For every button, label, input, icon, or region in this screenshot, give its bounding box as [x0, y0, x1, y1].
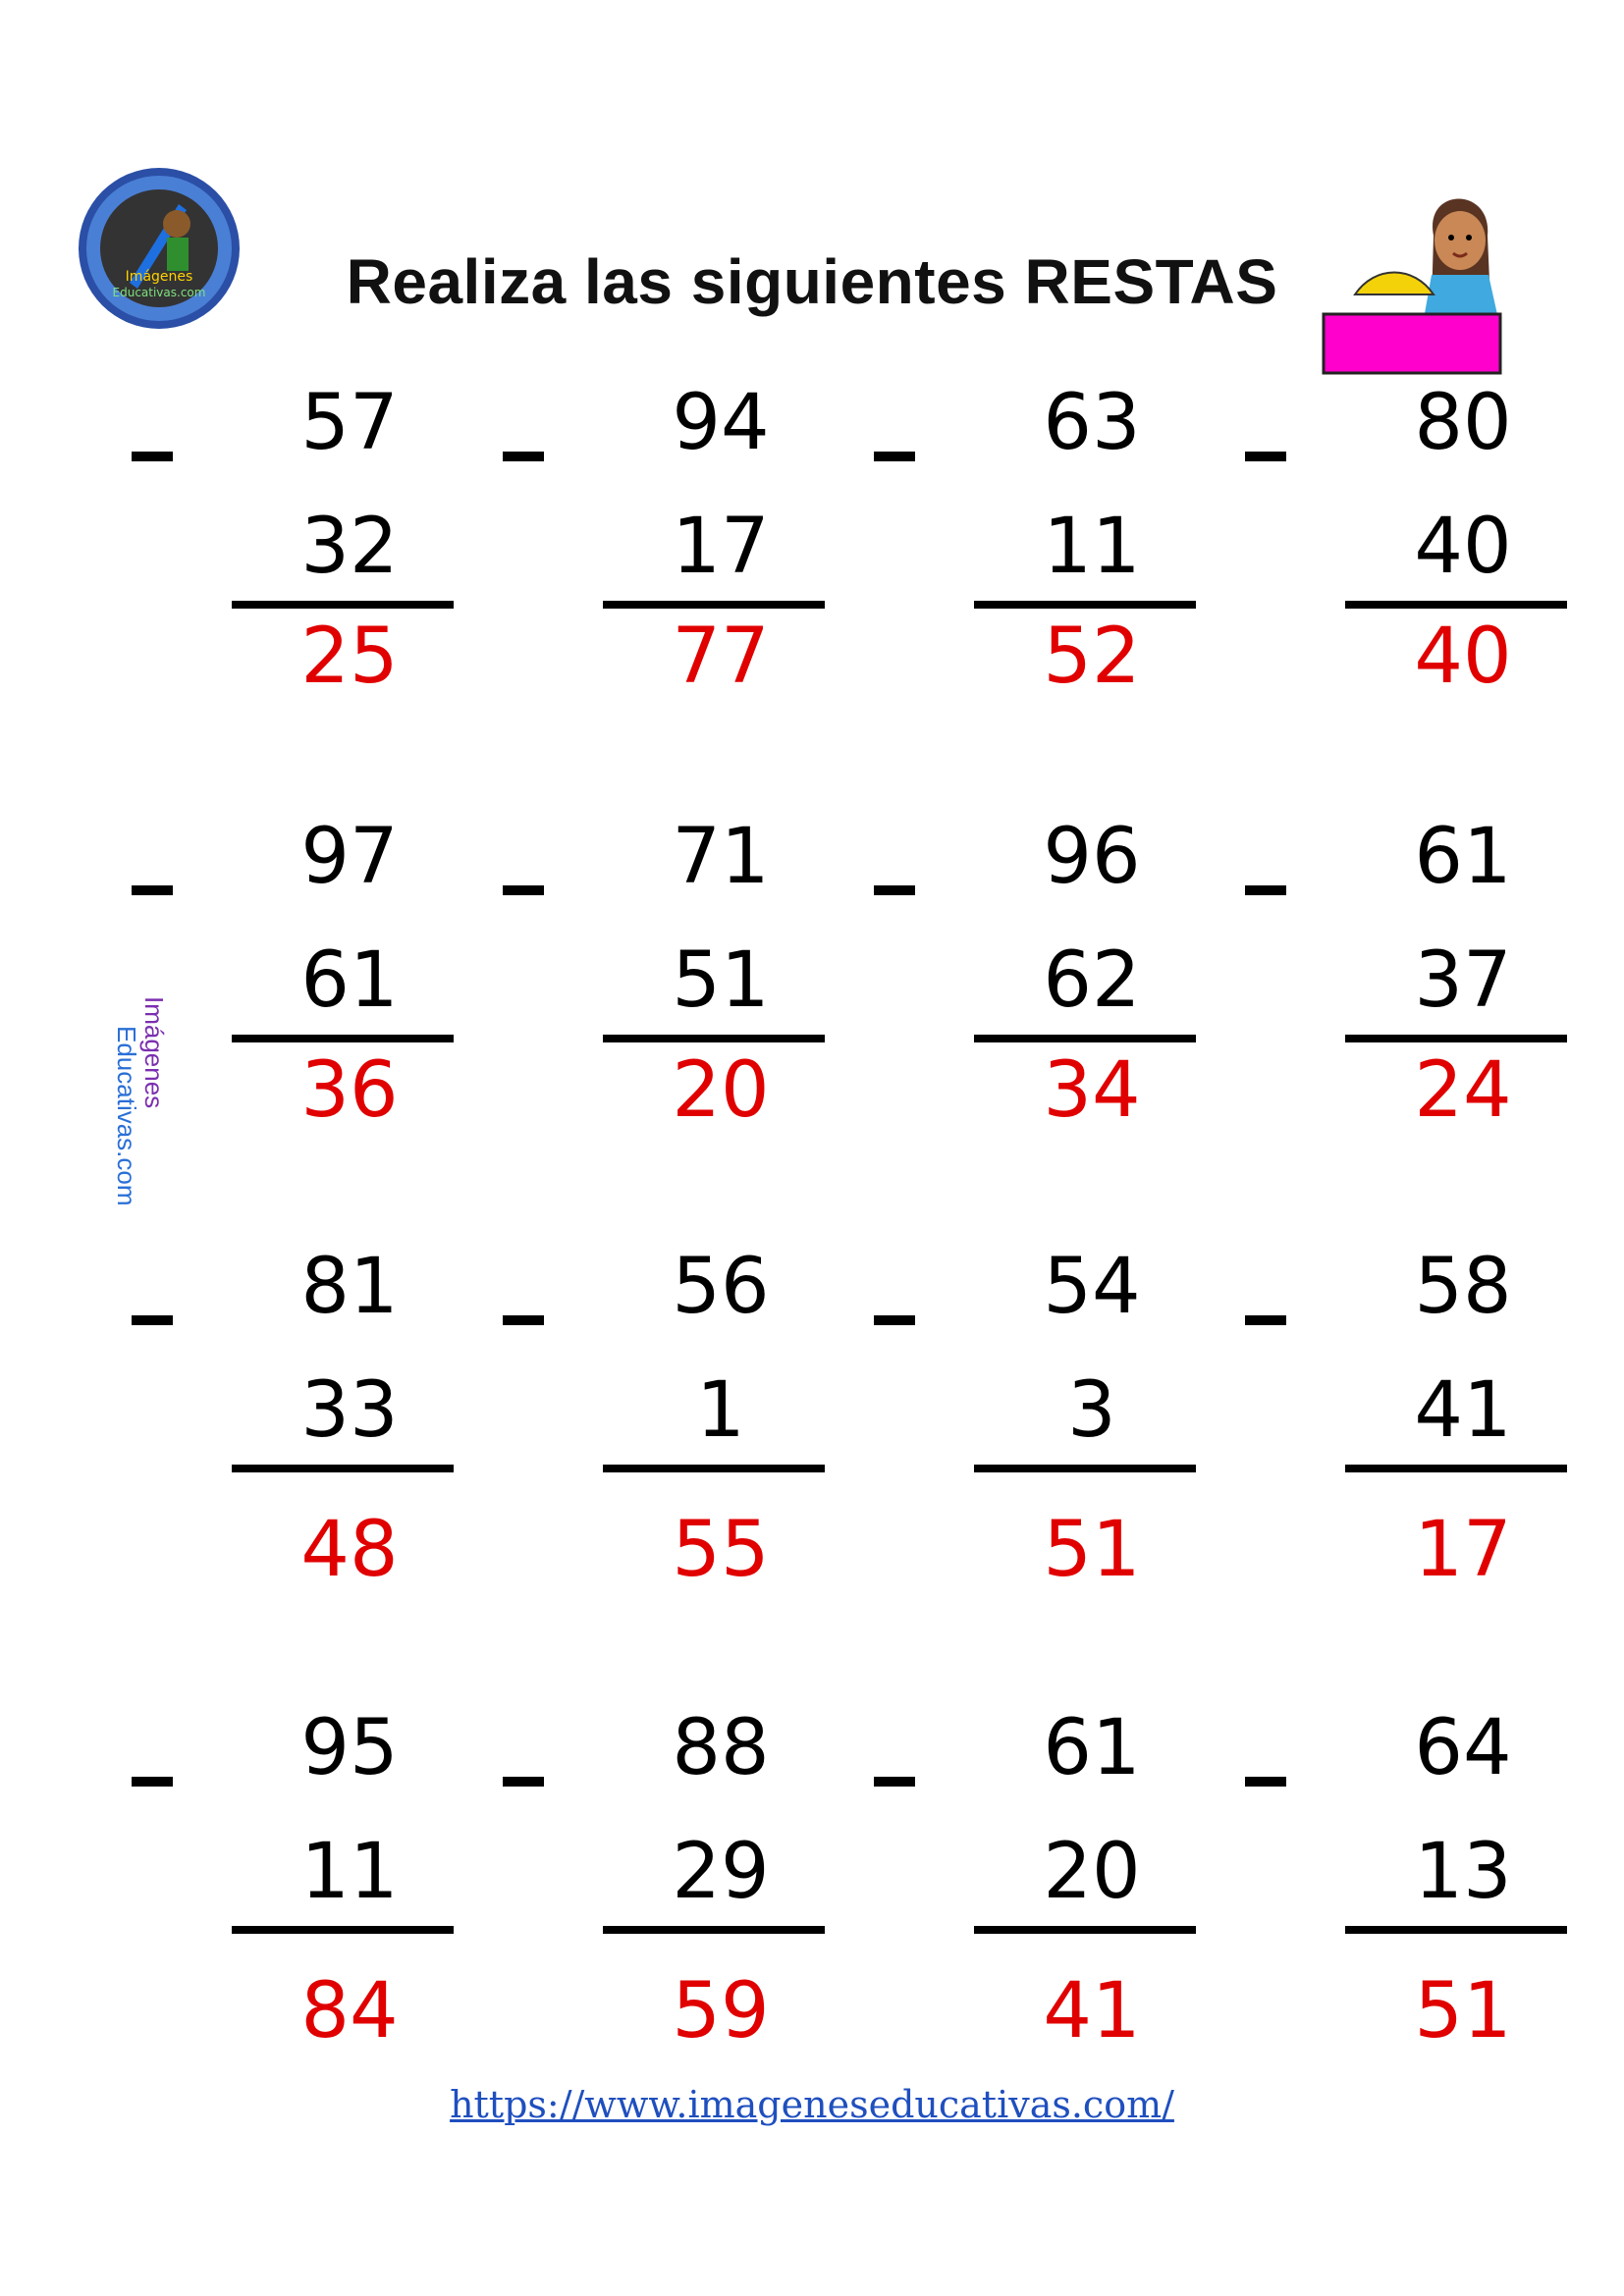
result-line — [232, 1926, 454, 1934]
minuend: 96 — [1043, 813, 1141, 901]
minus-sign — [874, 1777, 915, 1787]
subtraction-problem — [1310, 1243, 1545, 1594]
subtraction-problem — [1310, 813, 1545, 1143]
minuend: 61 — [1043, 1704, 1141, 1792]
subtrahend: 37 — [1414, 936, 1512, 1025]
answer: 20 — [672, 1046, 770, 1135]
result-line — [974, 1465, 1196, 1472]
subtrahend: 11 — [300, 1828, 399, 1916]
result-line — [603, 1035, 825, 1042]
answer: 17 — [1414, 1506, 1512, 1594]
subtrahend: 13 — [1414, 1828, 1512, 1916]
subtrahend: 29 — [672, 1828, 770, 1916]
subtraction-problem — [196, 379, 432, 709]
subtrahend: 62 — [1043, 936, 1141, 1025]
minus-sign — [1245, 452, 1286, 461]
minus-sign — [503, 1315, 544, 1325]
minus-sign — [874, 885, 915, 895]
minuend: 97 — [300, 813, 399, 901]
minuend: 57 — [300, 379, 399, 467]
result-line — [232, 601, 454, 609]
subtrahend: 3 — [1067, 1366, 1116, 1455]
result-line — [974, 1926, 1196, 1934]
answer: 40 — [1414, 613, 1512, 701]
footer-link[interactable]: https://www.imageneseducativas.com/ — [450, 2083, 1174, 2126]
minuend: 94 — [672, 379, 770, 467]
minuend: 61 — [1414, 813, 1512, 901]
result-line — [603, 601, 825, 609]
minuend: 54 — [1043, 1243, 1141, 1331]
result-line — [1345, 1926, 1567, 1934]
minus-sign — [132, 1777, 173, 1787]
result-line — [1345, 601, 1567, 609]
subtrahend: 33 — [300, 1366, 399, 1455]
subtrahend: 17 — [672, 503, 770, 591]
result-line — [232, 1465, 454, 1472]
subtraction-problem — [196, 1704, 432, 2056]
subtrahend: 11 — [1043, 503, 1141, 591]
minuend: 58 — [1414, 1243, 1512, 1331]
page-title: Realiza las siguientes RESTAS — [346, 246, 1278, 317]
answer: 41 — [1043, 1967, 1141, 2056]
minus-sign — [132, 452, 173, 461]
minus-sign — [874, 452, 915, 461]
subtraction-problem — [568, 813, 803, 1143]
minus-sign — [503, 885, 544, 895]
subtrahend: 61 — [300, 936, 399, 1025]
logo-text-2: Educativas.com — [112, 286, 206, 299]
minuend: 80 — [1414, 379, 1512, 467]
minus-sign — [1245, 1777, 1286, 1787]
minuend: 95 — [300, 1704, 399, 1792]
subtrahend: 1 — [696, 1366, 745, 1455]
subtrahend: 41 — [1414, 1366, 1512, 1455]
subtraction-problem — [568, 379, 803, 709]
minuend: 64 — [1414, 1704, 1512, 1792]
subtraction-problem — [939, 813, 1174, 1143]
subtraction-problem — [196, 813, 432, 1143]
minus-sign — [503, 1777, 544, 1787]
answer: 84 — [300, 1967, 399, 2056]
minuend: 56 — [672, 1243, 770, 1331]
side-brand-line2: Educativas.com — [112, 1026, 141, 1206]
minus-sign — [874, 1315, 915, 1325]
subtrahend: 40 — [1414, 503, 1512, 591]
minuend: 88 — [672, 1704, 770, 1792]
subtraction-problem — [568, 1704, 803, 2056]
minus-sign — [503, 452, 544, 461]
subtraction-problem — [1310, 379, 1545, 709]
subtrahend: 20 — [1043, 1828, 1141, 1916]
answer: 24 — [1414, 1046, 1512, 1135]
minus-sign — [132, 885, 173, 895]
minuend: 71 — [672, 813, 770, 901]
answer: 52 — [1043, 613, 1141, 701]
subtraction-problem — [939, 379, 1174, 709]
answer: 59 — [672, 1967, 770, 2056]
side-brand-line1: Imágenes — [139, 996, 169, 1109]
result-line — [974, 601, 1196, 609]
answer: 55 — [672, 1506, 770, 1594]
subtraction-problem — [568, 1243, 803, 1594]
result-line — [603, 1926, 825, 1934]
answer: 36 — [300, 1046, 399, 1135]
answer: 51 — [1043, 1506, 1141, 1594]
answer: 48 — [300, 1506, 399, 1594]
minuend: 63 — [1043, 379, 1141, 467]
result-line — [603, 1465, 825, 1472]
result-line — [1345, 1465, 1567, 1472]
answer: 34 — [1043, 1046, 1141, 1135]
subtraction-problem — [939, 1243, 1174, 1594]
subtraction-problem — [939, 1704, 1174, 2056]
minus-sign — [132, 1315, 173, 1325]
result-line — [974, 1035, 1196, 1042]
logo-text-1: Imágenes — [125, 269, 193, 285]
answer: 25 — [300, 613, 399, 701]
subtrahend: 32 — [300, 503, 399, 591]
result-line — [232, 1035, 454, 1042]
minus-sign — [1245, 1315, 1286, 1325]
minuend: 81 — [300, 1243, 399, 1331]
answer: 51 — [1414, 1967, 1512, 2056]
result-line — [1345, 1035, 1567, 1042]
answer: 77 — [672, 613, 770, 701]
minus-sign — [1245, 885, 1286, 895]
subtraction-problem — [1310, 1704, 1545, 2056]
subtraction-problem — [196, 1243, 432, 1594]
subtrahend: 51 — [672, 936, 770, 1025]
